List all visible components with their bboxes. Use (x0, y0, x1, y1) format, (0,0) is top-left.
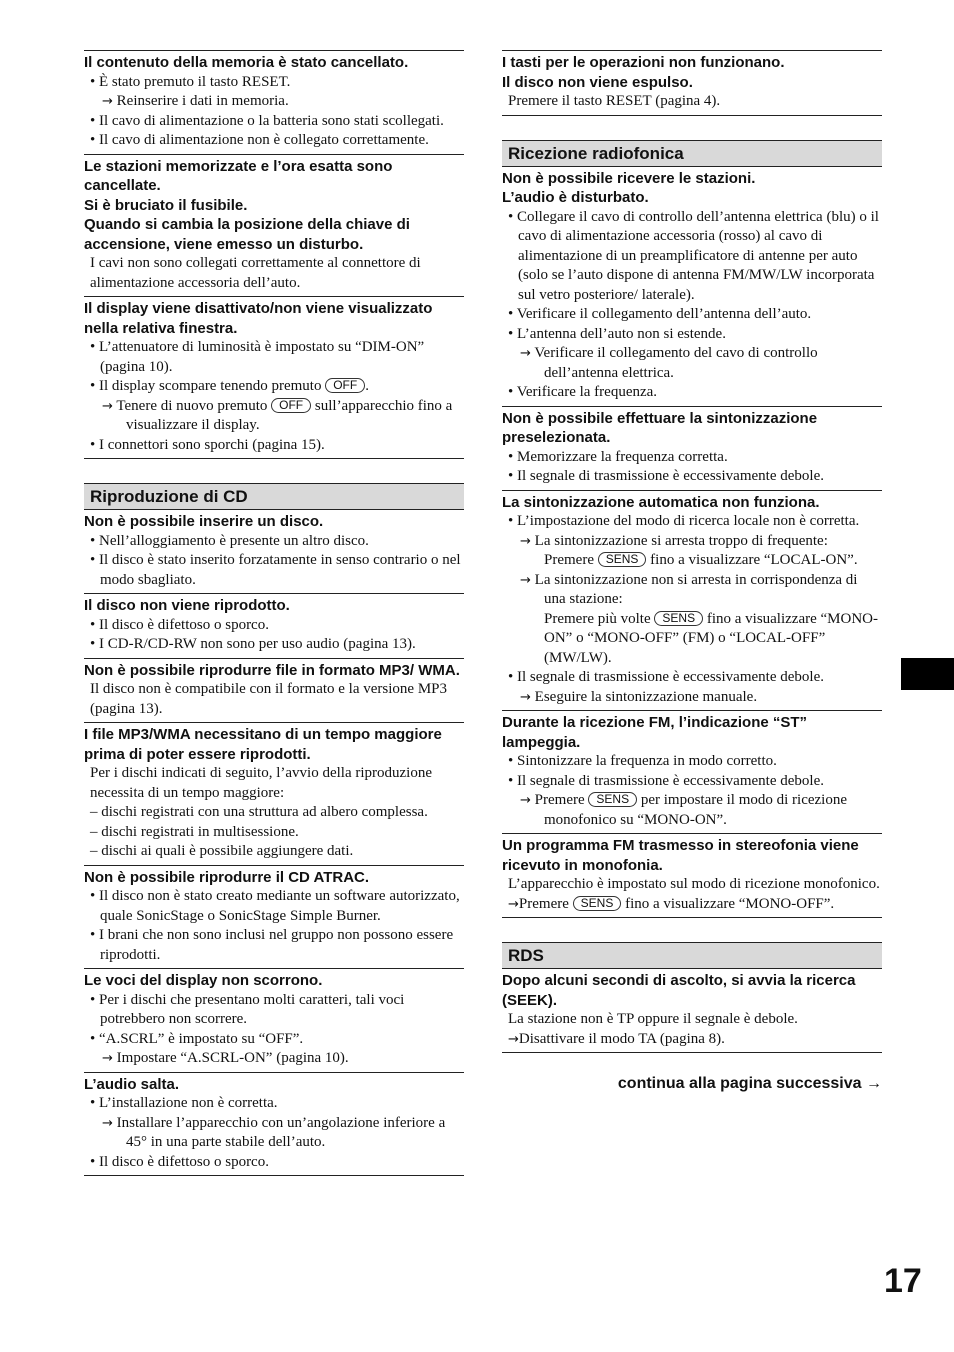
arrow-icon: → (520, 346, 531, 361)
trouble-no-reception (502, 167, 882, 406)
cause-item: • Il segnale di trasmissione è eccessivamente debole. (508, 468, 824, 484)
section-heading-radio: Ricezione radiofonica (502, 140, 882, 167)
problem-heading: Durante la ricezione FM, l’indicazione “ST” lampeggia. (502, 714, 808, 751)
arrow-icon: → (508, 1031, 519, 1047)
arrow-icon: → (102, 94, 113, 109)
cause-item: • L’antenna dell’auto non si estende. (508, 325, 726, 342)
right-column (502, 50, 882, 1093)
remedy-item: →Disattivare il modo TA (pagina 8). (508, 1030, 725, 1047)
cause-item: • L’installazione non è corretta. (90, 1095, 278, 1111)
arrow-icon: → (520, 572, 531, 588)
cause-item: • Il segnale di trasmissione è eccessivamente debole. (508, 772, 824, 789)
trouble-memory-erased (84, 50, 464, 154)
problem-heading: Le voci del display non scorrono. (84, 972, 323, 989)
arrow-icon: → (102, 1051, 113, 1066)
cause-item: • Il disco è difettoso o sporco. (90, 616, 269, 633)
cause-item: • L’impostazione del modo di ricerca locale non è corretta. (508, 513, 860, 529)
problem-heading: Le stazioni memorizzate e l’ora esatta sono cancellate. (84, 157, 393, 194)
trouble-st-blinks (502, 710, 882, 833)
cause-item: • I connettori sono sporchi (pagina 15). (90, 436, 325, 453)
remedy-item: → Installare l’apparecchio con un’angolazione inferiore a 45° in una parte stabile dell’auto. (102, 1114, 446, 1150)
trouble-auto-tuning (502, 490, 882, 711)
problem-heading: Dopo alcuni secondi di ascolto, si avvia la ricerca (SEEK). (502, 972, 856, 1009)
trouble-mono (502, 833, 882, 918)
remedy-text: Premere il tasto RESET (pagina 4). (508, 93, 721, 109)
continue-note: continua alla pagina successiva → (617, 1075, 882, 1092)
arrow-icon: → (102, 1115, 113, 1131)
cause-item: • Nell’alloggiamento è presente un altro disco. (90, 532, 369, 549)
problem-heading: Si è bruciato il fusibile. (84, 196, 248, 214)
problem-heading: Il disco non viene riprodotto. (84, 597, 290, 614)
dash-item: – dischi registrati in multisessione. (90, 823, 299, 840)
trouble-no-scroll (84, 968, 464, 1072)
cause-item: • Memorizzare la frequenza corretta. (508, 448, 728, 465)
problem-heading: I file MP3/WMA necessitano di un tempo maggiore prima di poter essere riprodotti. (84, 726, 442, 763)
remedy-item: → La sintonizzazione si arresta troppo di frequente: Premere SENS fino a visualizzare “LOCAL-ON”. (520, 532, 858, 568)
problem-heading: Un programma FM trasmesso in stereofonia viene ricevuto in monofonia. (502, 837, 859, 874)
section-heading-cd: Riproduzione di CD (84, 483, 464, 510)
cause-item: • “A.SCRL” è impostato su “OFF”. (90, 1030, 304, 1047)
sens-button-label: SENS (573, 896, 622, 911)
problem-heading: L’audio salta. (84, 1075, 180, 1093)
remedy-item: → Tenere di nuovo premuto OFF sull’apparecchio fino a visualizzare il display. (102, 397, 453, 433)
problem-heading: L’audio è disturbato. (502, 189, 649, 206)
cause-item: • I brani che non sono inclusi nel gruppo non possono essere riprodotti. (90, 927, 454, 963)
problem-heading: I tasti per le operazioni non funzionano. (502, 54, 785, 71)
remedy-text: I cavi non sono collegati correttamente al connettore di alimentazione accessoria dell’auto. (90, 255, 421, 291)
remedy-item: → Reinserire i dati in memoria. (102, 93, 289, 109)
cause-item: • Il cavo di alimentazione non è collegato correttamente. (90, 132, 429, 148)
arrow-icon: → (520, 689, 531, 705)
trouble-buttons (502, 50, 882, 116)
trouble-cannot-insert (84, 510, 464, 593)
problem-heading: Il display viene disattivato/non viene visualizzato nella relativa finestra. (84, 300, 433, 337)
problem-heading: Il contenuto della memoria è stato cancellato. (84, 54, 409, 71)
cause-item: • Sintonizzare la frequenza in modo corretto. (508, 753, 777, 769)
problem-heading: Non è possibile riprodurre file in formato MP3/ WMA. (84, 661, 460, 679)
section-heading-rds: RDS (502, 942, 882, 969)
trouble-sound-skips (84, 1072, 464, 1177)
cause-item: • Collegare il cavo di controllo dell’antenna elettrica (blu) o il cavo di alimentazione accessoria (rosso) al cavo di alimentazione di un preamplificatore di antenne per auto (solo se l’auto dispone di antenna FM/MW/LW incorporata sul vetro posteriore/ laterale). (508, 208, 879, 303)
trouble-stations-erased (84, 154, 464, 297)
problem-heading: Quando si cambia la posizione della chiave di accensione, viene emesso un disturbo. (84, 216, 410, 253)
cause-item: • È stato premuto il tasto RESET. (90, 73, 291, 90)
arrow-icon: → (508, 896, 519, 912)
problem-heading: Il disco non viene espulso. (502, 73, 693, 91)
trouble-display-off (84, 296, 464, 459)
sens-button-label: SENS (588, 792, 637, 807)
cause-item: • Per i dischi che presentano molti caratteri, tali voci potrebbero non scorrere. (90, 991, 405, 1027)
remedy-item: → Impostare “A.SCRL-ON” (pagina 10). (102, 1050, 349, 1066)
remedy-item: → La sintonizzazione non si arresta in corrispondenza di una stazione: Premere più volte SENS fino a visualizzare “MONO-ON” o “MONO-OFF” (FM) o “LOCAL-OFF” (MW/LW). (520, 571, 879, 666)
trouble-mp3-format (84, 658, 464, 723)
cause-item: • Il disco non è stato creato mediante un software autorizzato, quale SonicStage o SonicStage Simple Burner. (90, 888, 460, 924)
page-number: 17 (884, 1262, 922, 1300)
remedy-item: → Eseguire la sintonizzazione manuale. (520, 688, 758, 705)
remedy-item: → Verificare il collegamento del cavo di controllo dell’antenna elettrica. (520, 345, 818, 381)
thumb-index-tab (901, 658, 954, 690)
cause-item: • Verificare la frequenza. (508, 384, 658, 400)
cause-item: • Il segnale di trasmissione è eccessivamente debole. (508, 669, 824, 685)
remedy-text: Per i dischi indicati di seguito, l’avvio della riproduzione necessita di un tempo maggiore: (90, 765, 433, 801)
arrow-icon: → (866, 1075, 882, 1092)
trouble-preset (502, 406, 882, 490)
left-column (84, 50, 464, 1176)
cause-item: • Il disco è difettoso o sporco. (90, 1153, 269, 1170)
trouble-not-playing (84, 593, 464, 658)
remedy-item: → Premere SENS per impostare il modo di ricezione monofonico su “MONO-ON”. (520, 792, 848, 828)
sens-button-label: SENS (654, 611, 703, 626)
arrow-icon: → (102, 398, 113, 414)
trouble-mp3-slow (84, 722, 464, 865)
trouble-atrac (84, 865, 464, 969)
problem-heading: Non è possibile effettuare la sintonizzazione preselezionata. (502, 409, 818, 446)
cause-item: • I CD-R/CD-RW non sono per uso audio (pagina 13). (90, 636, 416, 652)
problem-heading: Non è possibile inserire un disco. (84, 513, 324, 530)
problem-heading: Non è possibile riprodurre il CD ATRAC. (84, 868, 370, 886)
off-button-label: OFF (271, 398, 311, 413)
remedy-item: →Premere SENS fino a visualizzare “MONO-OFF”. (508, 895, 835, 912)
arrow-icon: → (520, 793, 531, 808)
off-button-label: OFF (325, 378, 365, 393)
trouble-seek (502, 969, 882, 1053)
cause-item: • Il display scompare tenendo premuto OFF . (90, 378, 369, 394)
sens-button-label: SENS (598, 552, 647, 567)
cause-item: • L’attenuatore di luminosità è impostato su “DIM-ON” (pagina 10). (90, 339, 425, 375)
remedy-text: Il disco non è compatibile con il formato e la versione MP3 (pagina 13). (90, 681, 447, 717)
dash-item: – dischi registrati con una struttura ad albero complessa. (90, 804, 428, 820)
cause-item: • Il cavo di alimentazione o la batteria sono stati scollegati. (90, 112, 444, 129)
cause-item: • Verificare il collegamento dell’antenna dell’auto. (508, 306, 812, 322)
remedy-text: La stazione non è TP oppure il segnale è debole. (508, 1011, 798, 1027)
remedy-text: L’apparecchio è impostato sul modo di ricezione monofonico. (508, 876, 880, 892)
arrow-icon: → (520, 533, 531, 549)
cause-item: • Il disco è stato inserito forzatamente in senso contrario o nel modo sbagliato. (90, 552, 461, 588)
problem-heading: La sintonizzazione automatica non funziona. (502, 493, 820, 511)
problem-heading: Non è possibile ricevere le stazioni. (502, 169, 756, 187)
dash-item: – dischi ai quali è possibile aggiungere dati. (90, 843, 354, 859)
